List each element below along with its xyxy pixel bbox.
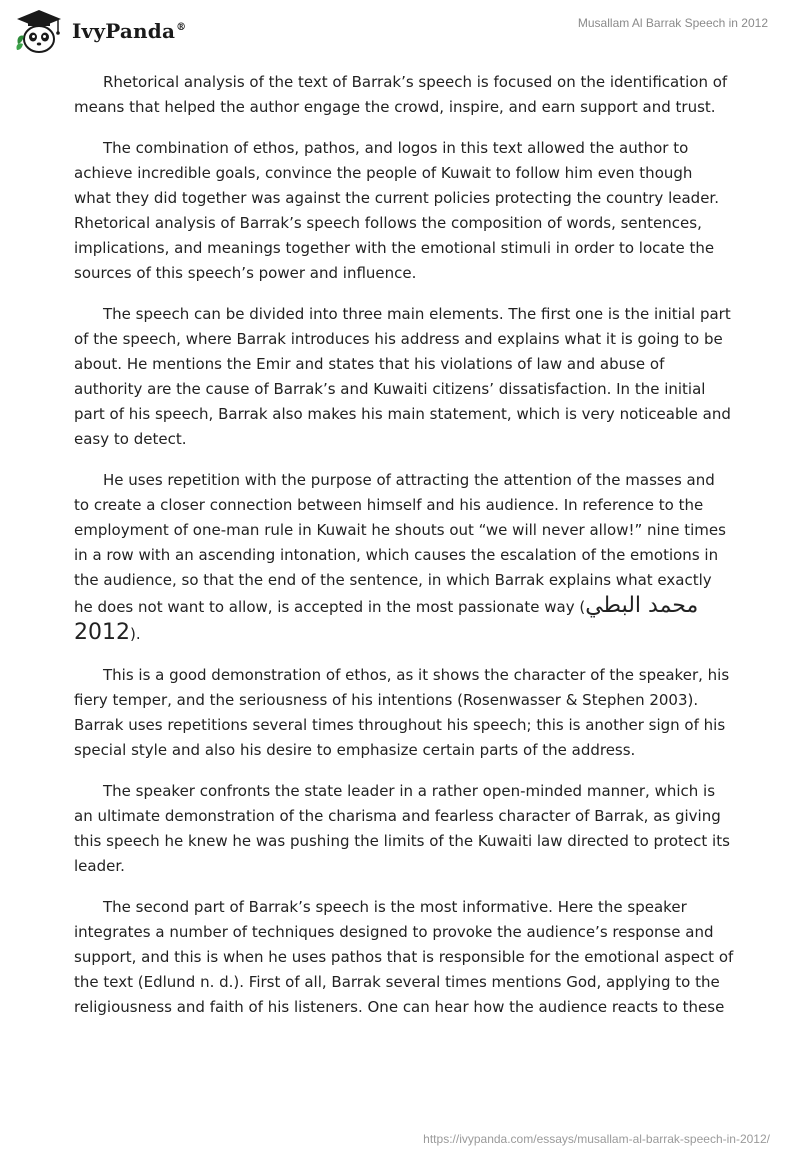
panda-graduation-cap-icon	[14, 8, 64, 54]
paragraph-text: He uses repetition with the purpose of attracting the attention of the masses and to create a closer connection between himself and his audience. In reference to the employment of one-man rule in Kuwait he shouts out “we will never allow!” nine times in a row with an ascending intonation, which causes the escalation of the emotions in the audience, so that the end of the sentence, in which Barrak explains what exactly he does not want to allow, is accepted in the most passionate way (	[74, 471, 726, 616]
paragraph: The speech can be divided into three main elements. The first one is the initial part of the speech, where Barrak introduces his address and explains what it is going to be about. He mentions the Emir and states that his violations of law and abuse of authority are the cause of Barrak’s and Kuwaiti citizens’ dissatisfaction. In the initial part of his speech, Barrak also makes his main statement, which is very noticeable and easy to detect.	[74, 305, 731, 448]
paragraph: Rhetorical analysis of the text of Barrak’s speech is focused on the identification of means that helped the author engage the crowd, inspire, and earn support and trust.	[74, 73, 728, 116]
brand-name: IvyPanda®	[72, 19, 187, 43]
ivypanda-logo[interactable]	[14, 8, 186, 54]
page-header	[0, 0, 800, 62]
paragraph-with-citation	[74, 468, 734, 647]
document-title: Musallam Al Barrak Speech in 2012	[577, 16, 768, 30]
source-url[interactable]: https://ivypanda.com/essays/musallam-al-barrak-speech-in-2012/	[423, 1132, 770, 1146]
citation-year: 2012	[74, 620, 130, 645]
arabic-citation-author: محمد البطي	[585, 593, 699, 618]
paragraph: The combination of ethos, pathos, and logos in this text allowed the author to achieve incredible goals, convince the people of Kuwait to follow him even though what they did together was against the current policies protecting the country leader. Rhetorical analysis of Barrak’s speech follows the composition of words, sentences, implications, and meanings together with the emotional stimuli in order to locate the sources of this speech’s power and influence.	[74, 139, 719, 282]
paragraph: The second part of Barrak’s speech is the most informative. Here the speaker integrates a number of techniques designed to provoke the audience’s response and support, and this is when he uses pathos that is responsible for the emotional aspect of the text (Edlund n. d.). First of all, Barrak several times mentions God, applying to the religiousness and faith of his listeners. One can hear how the audience reacts to these	[74, 898, 734, 1016]
paragraph: The speaker confronts the state leader in a rather open-minded manner, which is an ultimate demonstration of the charisma and fearless character of Barrak, as giving this speech he knew he was pushing the limits of the Kuwaiti law directed to protect its leader.	[74, 782, 730, 875]
citation-close: ).	[130, 625, 141, 643]
essay-body	[74, 70, 734, 1036]
paragraph: This is a good demonstration of ethos, as it shows the character of the speaker, his fiery temper, and the seriousness of his intentions (Rosenwasser & Stephen 2003). Barrak uses repetitions several times throughout his speech; this is another sign of his special style and also his desire to emphasize certain parts of the address.	[74, 666, 730, 759]
